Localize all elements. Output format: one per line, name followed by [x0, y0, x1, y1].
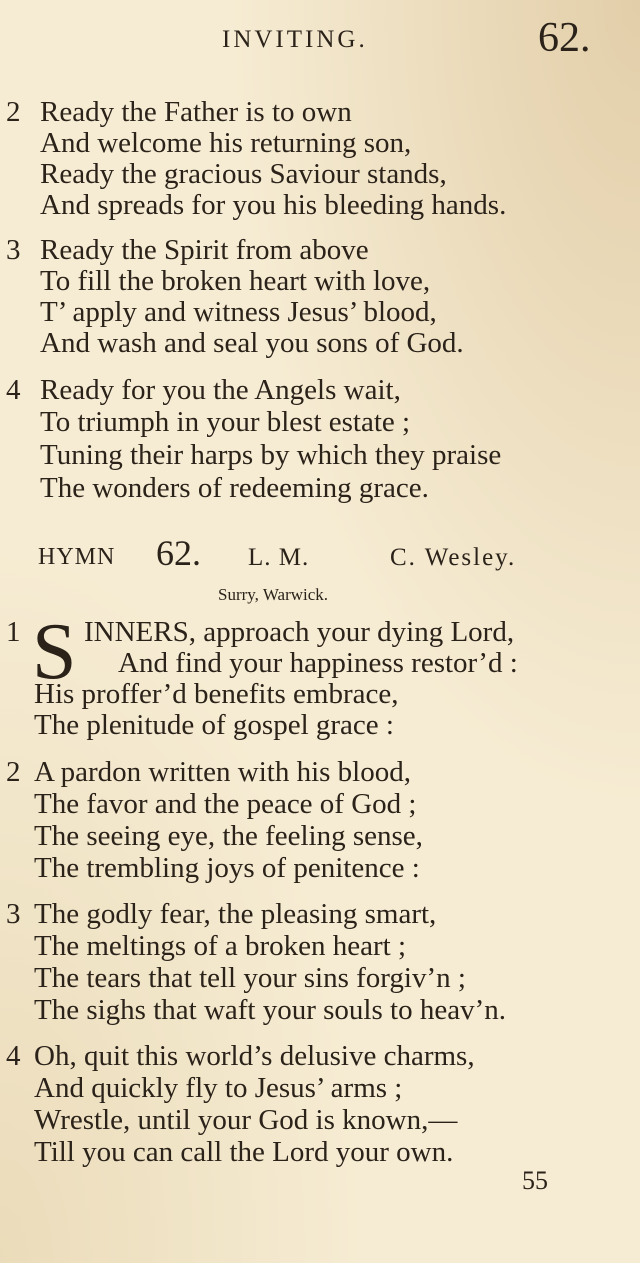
hymn-meter: L. M.: [248, 544, 310, 571]
verse-line: To fill the broken heart with love,: [40, 265, 431, 297]
drop-cap: S: [32, 608, 77, 696]
verse-line: The wonders of redeeming grace.: [40, 472, 429, 504]
stanza-number: 4: [6, 1040, 21, 1072]
hymn-author: C. Wesley.: [390, 544, 517, 571]
verse-line: Ready the Father is to own: [40, 96, 352, 128]
verse-line: The meltings of a broken heart ;: [34, 930, 407, 962]
stanza-number: 2: [6, 756, 21, 788]
verse-line: Wrestle, until your God is known,—: [34, 1104, 458, 1136]
stanza-number: 3: [6, 234, 21, 266]
verse-line: The sighs that waft your souls to heav’n.: [34, 994, 506, 1026]
verse-line: And wash and seal you sons of God.: [40, 327, 464, 359]
verse-line: And find your happiness restor’d :: [118, 647, 518, 679]
verse-line: Tuning their harps by which they praise: [40, 439, 502, 471]
verse-line: The godly fear, the pleasing smart,: [34, 898, 437, 930]
hymn-tunes: Surry, Warwick.: [218, 585, 329, 604]
verse-line: Ready the gracious Saviour stands,: [40, 158, 447, 190]
verse-line: And quickly fly to Jesus’ arms ;: [34, 1072, 403, 1104]
verse-line: T’ apply and witness Jesus’ blood,: [40, 296, 437, 328]
page-number: 55: [522, 1166, 548, 1195]
verse-line: Oh, quit this world’s delusive charms,: [34, 1040, 475, 1072]
verse-line: To triumph in your blest estate ;: [40, 406, 411, 438]
verse-line: The seeing eye, the feeling sense,: [34, 820, 423, 852]
stanza-number: 3: [6, 898, 21, 930]
verse-line: The trembling joys of penitence :: [34, 852, 420, 884]
verse-line: Till you can call the Lord your own.: [34, 1136, 454, 1168]
stanza-number: 4: [6, 374, 21, 406]
verse-line: A pardon written with his blood,: [34, 756, 411, 788]
verse-line: The favor and the peace of God ;: [34, 788, 417, 820]
hymn-number: 62.: [156, 533, 201, 573]
verse-line: The plenitude of gospel grace :: [34, 709, 394, 741]
verse-line: And welcome his returning son,: [40, 127, 412, 159]
verse-line: The tears that tell your sins forgiv’n ;: [34, 962, 466, 994]
verse-line: Ready the Spirit from above: [40, 234, 369, 266]
stanza-number: 1: [6, 616, 21, 648]
running-header-hymn-number: 62.: [538, 15, 591, 61]
running-header-title: INVITING.: [222, 26, 368, 53]
verse-line: His proffer’d benefits embrace,: [34, 678, 399, 710]
verse-line: INNERS, approach your dying Lord,: [84, 616, 515, 648]
hymn-label: HYMN: [38, 544, 116, 570]
verse-line: And spreads for you his bleeding hands.: [40, 189, 507, 221]
verse-line: Ready for you the Angels wait,: [40, 374, 401, 406]
stanza-number: 2: [6, 96, 21, 128]
